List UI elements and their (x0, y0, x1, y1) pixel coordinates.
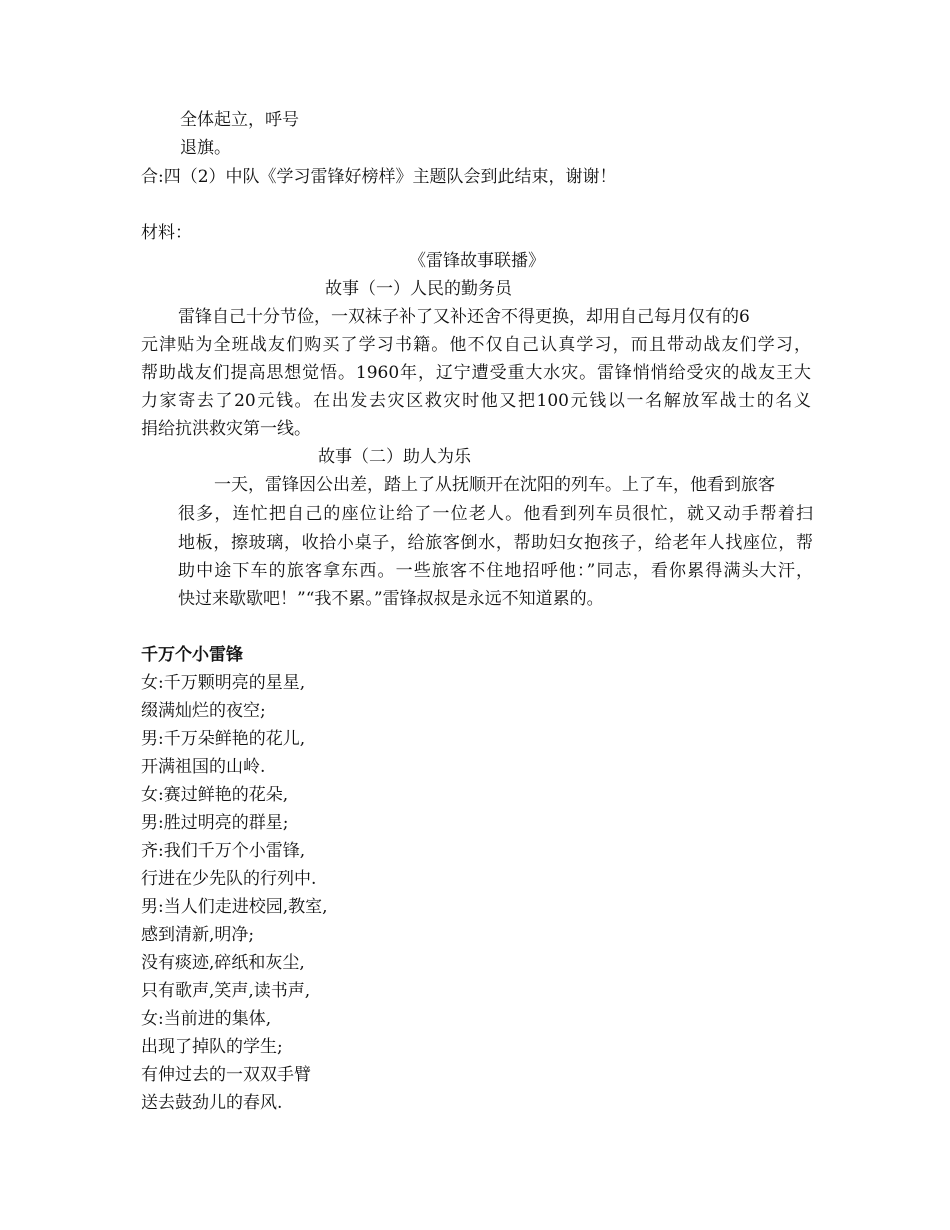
story2-line: 地板，擦玻璃，收拾小桌子，给旅客倒水，帮助妇女抱孩子，给老年人找座位，帮 (178, 533, 813, 553)
materials-title: 《雷锋故事联播》 (409, 251, 545, 271)
story1-line: 雷锋自己十分节俭，一双袜子补了又补还舍不得更换，却用自己每月仅有的6 (178, 307, 750, 327)
story2-line: 助中途下车的旅客拿东西。一些旅客不住地招呼他：”同志，看你累得满头大汗， (178, 561, 813, 581)
opening-line-1: 全体起立，呼号 (180, 110, 299, 130)
story1-line: 元津贴为全班战友们购买了学习书籍。他不仅自己认真学习，而且带动战友们学习， (141, 335, 811, 355)
poem-line: 女:当前进的集体, (141, 1009, 272, 1029)
poem-line: 开满祖国的山岭. (141, 757, 266, 777)
poem-line: 男:胜过明亮的群星; (141, 813, 289, 833)
opening-line-2: 退旗。 (180, 138, 231, 158)
opening-line-3: 合:四（2）中队《学习雷锋好榜样》主题队会到此结束，谢谢！ (141, 167, 617, 187)
poem-line: 男:当人们走进校园,教室, (141, 897, 328, 917)
poem-line: 出现了掉队的学生; (141, 1037, 283, 1057)
story2-line: 一天，雷锋因公出差，踏上了从抚顺开在沈阳的列车。上了车，他看到旅客 (214, 475, 775, 495)
story2-heading: 故事（二）助人为乐 (318, 447, 471, 467)
story2-line: 快过来歇歇吧！”“我不累。”雷锋叔叔是永远不知道累的。 (178, 589, 604, 609)
poem-line: 送去鼓劲儿的春风. (141, 1093, 283, 1113)
poem-line: 有伸过去的一双双手臂 (141, 1065, 311, 1085)
materials-label: 材料： (141, 223, 192, 243)
story1-line: 帮助战友们提高思想觉悟。1960年，辽宁遭受重大水灾。雷锋悄悄给受灾的战友王大 (141, 363, 811, 383)
poem-line: 齐:我们千万个小雷锋, (141, 841, 306, 861)
poem-line: 男:千万朵鲜艳的花儿, (141, 729, 306, 749)
story1-line: 力家寄去了20元钱。在出发去灾区救灾时他又把100元钱以一名解放军战士的名义 (141, 391, 811, 411)
poem-line: 感到清新,明净; (141, 925, 255, 945)
poem-line: 女:千万颗明亮的星星, (141, 673, 306, 693)
poem-line: 没有痰迹,碎纸和灰尘, (141, 953, 305, 973)
story2-line: 很多，连忙把自己的座位让给了一位老人。他看到列车员很忙，就又动手帮着扫 (178, 504, 813, 524)
poem-title: 千万个小雷锋 (141, 645, 243, 665)
poem-line: 女:赛过鲜艳的花朵, (141, 785, 289, 805)
poem-line: 行进在少先队的行列中. (141, 869, 317, 889)
poem-line: 只有歌声,笑声,读书声, (141, 981, 311, 1001)
story1-line: 捐给抗洪救灾第一线。 (141, 419, 311, 439)
story1-heading: 故事（一）人民的勤务员 (325, 279, 512, 299)
poem-line: 缀满灿烂的夜空; (141, 701, 266, 721)
